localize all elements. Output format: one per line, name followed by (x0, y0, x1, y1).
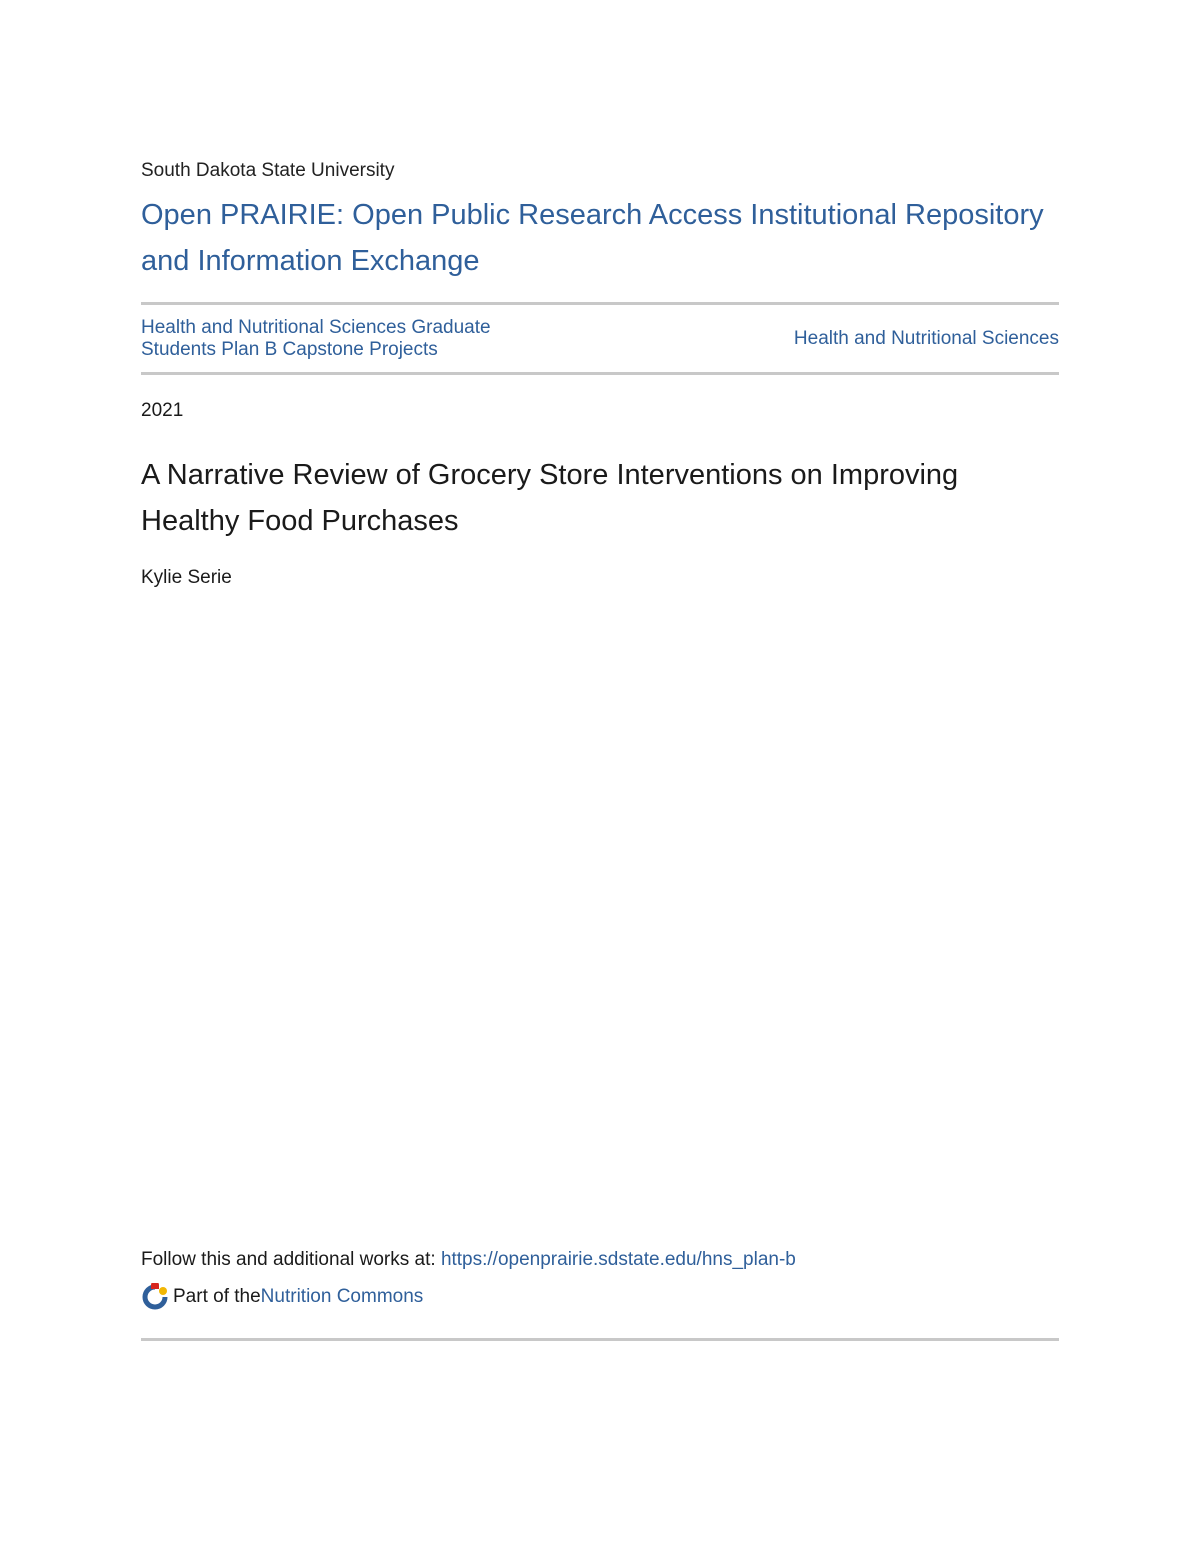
publication-year: 2021 (141, 400, 184, 421)
divider-middle (141, 372, 1059, 375)
follow-text: Follow this and additional works at: (141, 1249, 441, 1270)
follow-line (141, 1249, 796, 1271)
document-title: A Narrative Review of Grocery Store Interventions on Improving Healthy Food Purchases (141, 459, 959, 537)
divider-top (141, 302, 1059, 305)
part-of-line (141, 1283, 423, 1311)
follow-url-link[interactable]: https://openprairie.sdstate.edu/hns_plan-b (440, 1249, 796, 1270)
nutrition-commons-link[interactable]: Nutrition Commons (260, 1286, 424, 1307)
university-name: South Dakota State University (141, 160, 395, 181)
author-name: Kylie Serie (141, 567, 232, 588)
bepress-commons-icon (141, 1283, 169, 1311)
part-of-text: Part of the (173, 1286, 261, 1307)
cover-page (141, 0, 1059, 1553)
repository-title-link[interactable]: Open PRAIRIE: Open Public Research Access Institutional Repository and Information Exchange (141, 199, 1044, 277)
divider-bottom (141, 1338, 1059, 1341)
department-link[interactable]: Health and Nutritional Sciences (793, 328, 1059, 349)
collection-link[interactable]: Health and Nutritional Sciences Graduate Students Plan B Capstone Projects (141, 317, 491, 360)
